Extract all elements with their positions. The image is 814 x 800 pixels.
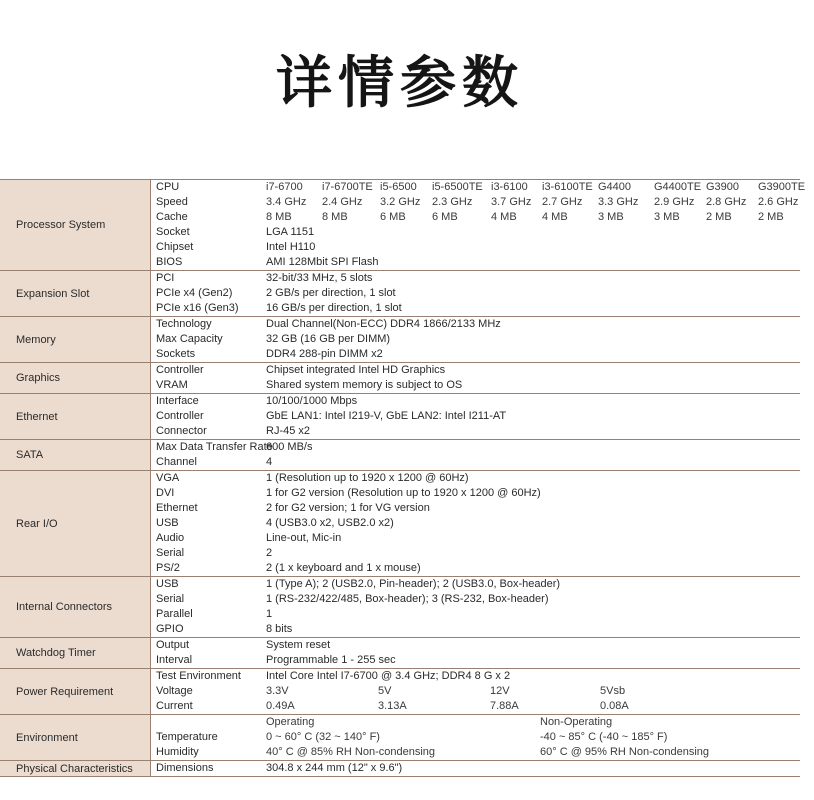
spec-label: Temperature — [156, 731, 218, 743]
category-label: Memory — [0, 317, 151, 363]
spec-value: 1 for G2 version (Resolution up to 1920 x 1200 @ 60Hz) — [266, 487, 541, 499]
spec-label: Speed — [156, 196, 188, 208]
category-label: Expansion Slot — [0, 271, 151, 317]
cpu-cache: 6 MB — [380, 211, 406, 223]
spec-row-cache — [151, 210, 800, 225]
spec-value: 10/100/1000 Mbps — [266, 395, 358, 407]
spec-row — [151, 501, 800, 516]
spec-value: 32 GB (16 GB per DIMM) — [266, 333, 391, 345]
spec-group-expansion — [0, 271, 800, 317]
spec-label: Sockets — [156, 348, 196, 360]
category-label: Physical Characteristics — [0, 761, 151, 777]
cpu-speed: 3.7 GHz — [491, 196, 532, 208]
spec-row — [151, 271, 800, 286]
spec-group-rear-io — [0, 471, 800, 577]
spec-label: Dimensions — [156, 762, 214, 774]
spec-row — [151, 424, 800, 439]
spec-value: Programmable 1 - 255 sec — [266, 654, 396, 666]
spec-value: Intel Core Intel I7-6700 @ 3.4 GHz; DDR4 8 G x 2 — [266, 670, 511, 682]
spec-row — [151, 546, 800, 561]
cpu-cache: 3 MB — [598, 211, 624, 223]
spec-group-processor — [0, 180, 800, 271]
spec-group-watchdog — [0, 638, 800, 669]
cpu-model: i5-6500TE — [432, 181, 483, 193]
spec-value: 1 (RS-232/422/485, Box-header); 3 (RS-232, Box-header) — [266, 593, 549, 605]
spec-label — [151, 715, 266, 730]
spec-row — [151, 592, 800, 607]
spec-row — [151, 363, 800, 378]
spec-label: Serial — [156, 593, 185, 605]
spec-row — [151, 378, 800, 393]
spec-value: AMI 128Mbit SPI Flash — [266, 256, 379, 268]
spec-row — [151, 409, 800, 424]
spec-row-humidity — [151, 745, 800, 760]
spec-row — [151, 669, 800, 684]
spec-row — [151, 638, 800, 653]
spec-row-chipset — [151, 240, 800, 255]
cpu-cache: 8 MB — [322, 211, 348, 223]
spec-value: Chipset integrated Intel HD Graphics — [266, 364, 446, 376]
cpu-cache: 8 MB — [266, 211, 292, 223]
spec-table — [0, 179, 806, 777]
spec-value: 2 GB/s per direction, 1 slot — [266, 287, 396, 299]
page-title: 详情参数 — [276, 51, 524, 116]
spec-row — [151, 653, 800, 668]
current-value: 3.13A — [378, 700, 407, 712]
cpu-model: G4400 — [598, 181, 632, 193]
spec-row-temperature — [151, 730, 800, 745]
spec-row-env-head — [151, 715, 800, 730]
spec-label: Serial — [156, 547, 185, 559]
cpu-cache: 3 MB — [654, 211, 680, 223]
cpu-speed: 2.7 GHz — [542, 196, 583, 208]
cpu-model: i3-6100TE — [542, 181, 593, 193]
spec-value: 1 — [266, 608, 273, 620]
spec-label: Technology — [156, 318, 212, 330]
spec-label: PCI — [156, 272, 175, 284]
spec-row — [151, 347, 800, 362]
cpu-model: G3900TE — [758, 181, 806, 193]
cpu-model: i7-6700 — [266, 181, 303, 193]
env-value: 40° C @ 85% RH Non-condensing — [266, 746, 436, 758]
spec-label: USB — [156, 517, 179, 529]
spec-row — [151, 440, 800, 455]
spec-label: PCIe x4 (Gen2) — [156, 287, 233, 299]
spec-row — [151, 286, 800, 301]
spec-row — [151, 516, 800, 531]
spec-label: Current — [156, 700, 193, 712]
cpu-cache: 6 MB — [432, 211, 458, 223]
spec-label: Max Capacity — [156, 333, 223, 345]
category-label: Ethernet — [0, 394, 151, 440]
spec-label: Max Data Transfer Rate — [156, 441, 273, 453]
spec-value: 4 — [266, 456, 273, 468]
spec-value: 304.8 x 244 mm (12" x 9.6") — [266, 762, 403, 774]
env-head: Non-Operating — [540, 716, 613, 728]
spec-label: Controller — [156, 410, 204, 422]
cpu-model: G3900 — [706, 181, 740, 193]
spec-label: PS/2 — [156, 562, 180, 574]
env-value: -40 ~ 85° C (-40 ~ 185° F) — [540, 731, 668, 743]
spec-label: Cache — [156, 211, 188, 223]
spec-row — [151, 394, 800, 409]
category-label: Processor System — [0, 180, 151, 271]
spec-label: Audio — [156, 532, 185, 544]
spec-label: USB — [156, 578, 179, 590]
category-label: Power Requirement — [0, 669, 151, 715]
voltage-value: 12V — [490, 685, 510, 697]
spec-row-bios — [151, 255, 800, 270]
spec-label: VRAM — [156, 379, 188, 391]
spec-label: CPU — [156, 181, 180, 193]
cpu-cache: 4 MB — [542, 211, 568, 223]
spec-group-physical — [0, 761, 800, 777]
current-value: 0.08A — [600, 700, 629, 712]
category-label: SATA — [0, 440, 151, 471]
spec-value: LGA 1151 — [266, 226, 315, 238]
spec-value: 8 bits — [266, 623, 293, 635]
spec-label: Connector — [156, 425, 207, 437]
spec-label: Output — [156, 639, 190, 651]
cpu-model: i5-6500 — [380, 181, 417, 193]
spec-value: RJ-45 x2 — [266, 425, 311, 437]
category-label: Internal Connectors — [0, 577, 151, 638]
spec-row — [151, 486, 800, 501]
spec-row — [151, 317, 800, 332]
spec-value: 2 (1 x keyboard and 1 x mouse) — [266, 562, 421, 574]
spec-row — [151, 301, 800, 316]
cpu-speed: 2.8 GHz — [706, 196, 747, 208]
spec-row — [151, 622, 800, 637]
spec-value: 4 (USB3.0 x2, USB2.0 x2) — [266, 517, 394, 529]
spec-row-cpu — [151, 180, 806, 195]
spec-value: 1 (Resolution up to 1920 x 1200 @ 60Hz) — [266, 472, 469, 484]
spec-group-graphics — [0, 363, 800, 394]
spec-value: Intel H110 — [266, 241, 316, 253]
spec-row — [151, 531, 800, 546]
spec-group-environment — [0, 715, 800, 761]
spec-row-voltage — [151, 684, 800, 699]
spec-row — [151, 455, 800, 470]
spec-value: Line-out, Mic-in — [266, 532, 342, 544]
spec-value: 2 for G2 version; 1 for VG version — [266, 502, 430, 514]
cpu-cache: 2 MB — [758, 211, 784, 223]
spec-label: DVI — [156, 487, 175, 499]
spec-row-speed — [151, 195, 800, 210]
spec-row — [151, 761, 800, 776]
spec-value: Shared system memory is subject to OS — [266, 379, 463, 391]
category-label: Environment — [0, 715, 151, 761]
spec-row-socket — [151, 225, 800, 240]
voltage-value: 5V — [378, 685, 392, 697]
env-value: 0 ~ 60° C (32 ~ 140° F) — [266, 731, 380, 743]
spec-label: Chipset — [156, 241, 194, 253]
spec-label: PCIe x16 (Gen3) — [156, 302, 239, 314]
spec-label: Humidity — [156, 746, 199, 758]
spec-value: 600 MB/s — [266, 441, 313, 453]
spec-label: GPIO — [156, 623, 184, 635]
spec-value: 2 — [266, 547, 273, 559]
spec-group-sata — [0, 440, 800, 471]
spec-label: Interface — [156, 395, 199, 407]
spec-value: DDR4 288-pin DIMM x2 — [266, 348, 383, 360]
spec-group-power — [0, 669, 800, 715]
spec-value: 16 GB/s per direction, 1 slot — [266, 302, 402, 314]
cpu-speed: 2.9 GHz — [654, 196, 695, 208]
spec-row — [151, 577, 800, 592]
current-value: 7.88A — [490, 700, 519, 712]
cpu-model: G4400TE — [654, 181, 702, 193]
cpu-speed: 2.6 GHz — [758, 196, 799, 208]
cpu-cache: 2 MB — [706, 211, 732, 223]
spec-value: 32-bit/33 MHz, 5 slots — [266, 272, 373, 284]
spec-value: 1 (Type A); 2 (USB2.0, Pin-header); 2 (USB3.0, Box-header) — [266, 578, 561, 590]
category-label: Watchdog Timer — [0, 638, 151, 669]
spec-value: GbE LAN1: Intel I219-V, GbE LAN2: Intel I211-AT — [266, 410, 507, 422]
category-label: Rear I/O — [0, 471, 151, 577]
spec-row — [151, 607, 800, 622]
category-label: Graphics — [0, 363, 151, 394]
cpu-cache: 4 MB — [491, 211, 517, 223]
spec-label: Voltage — [156, 685, 193, 697]
spec-group-internal-connectors — [0, 577, 800, 638]
spec-row — [151, 332, 800, 347]
current-value: 0.49A — [266, 700, 295, 712]
cpu-speed: 2.4 GHz — [322, 196, 363, 208]
spec-label: VGA — [156, 472, 180, 484]
spec-label: Parallel — [156, 608, 193, 620]
spec-row — [151, 471, 800, 486]
cpu-model: i7-6700TE — [322, 181, 373, 193]
spec-label: Ethernet — [156, 502, 198, 514]
cpu-speed: 3.4 GHz — [266, 196, 307, 208]
spec-group-memory — [0, 317, 800, 363]
voltage-value: 5Vsb — [600, 685, 626, 697]
spec-label: Controller — [156, 364, 204, 376]
spec-label: Socket — [156, 226, 190, 238]
cpu-speed: 2.3 GHz — [432, 196, 473, 208]
cpu-model: i3-6100 — [491, 181, 528, 193]
spec-row-current — [151, 699, 800, 714]
spec-label: Interval — [156, 654, 193, 666]
spec-group-ethernet — [0, 394, 800, 440]
voltage-value: 3.3V — [266, 685, 289, 697]
spec-label: Test Environment — [156, 670, 241, 682]
spec-row — [151, 561, 800, 576]
cpu-speed: 3.2 GHz — [380, 196, 421, 208]
env-head: Operating — [266, 716, 315, 728]
spec-value: System reset — [266, 639, 331, 651]
spec-label: Channel — [156, 456, 197, 468]
spec-value: Dual Channel(Non-ECC) DDR4 1866/2133 MHz — [266, 318, 501, 330]
cpu-speed: 3.3 GHz — [598, 196, 639, 208]
spec-label: BIOS — [156, 256, 183, 268]
env-value: 60° C @ 95% RH Non-condensing — [540, 746, 710, 758]
